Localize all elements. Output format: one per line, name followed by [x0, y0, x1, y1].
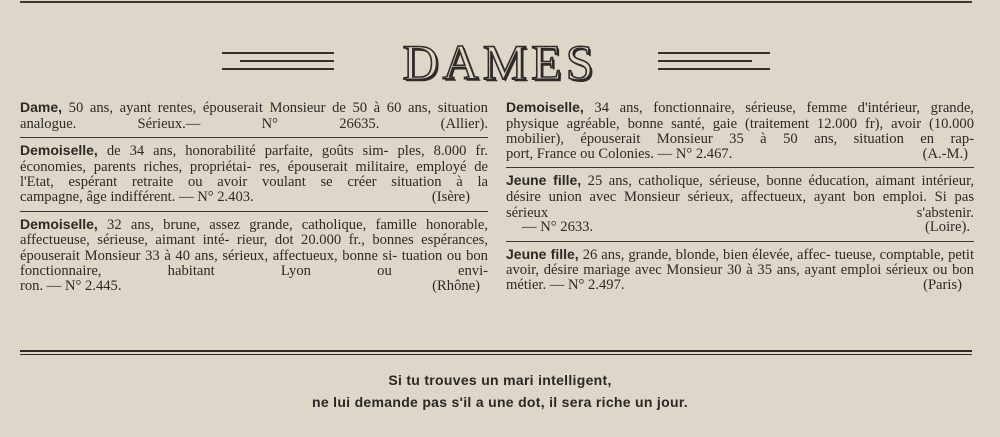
ad-text: affectueux, ayant bon emploi. Si pas sérieux s'abstenir. [506, 188, 974, 221]
ornament-right-line [658, 68, 770, 70]
ad-separator [20, 137, 488, 138]
ad-text: 26 ans, grande, blonde, bien élevée, affec- [582, 246, 831, 263]
ad-text: famille honorable, affectueuse, sérieuse, aimant inté- [20, 216, 488, 249]
ad-heading: Jeune fille, [506, 172, 582, 189]
right-column [506, 98, 974, 299]
ad-text: 32 ans, brune, assez grande, catholique, [107, 216, 367, 233]
ad-reference: métier. — N° 2.497. [506, 276, 625, 293]
ad-text: tueuse, comptable, petit avoir, désire mariage avec [506, 246, 975, 279]
top-rule [20, 1, 972, 3]
ad-reference-line [506, 276, 974, 299]
ad-reference-line [20, 188, 488, 211]
ad-region: (Isère) [431, 188, 470, 205]
ornament-right-line [658, 52, 770, 54]
ad-heading: Jeune fille, [506, 245, 579, 262]
ad-text: Monsieur 30 à 35 ans, ayant emploi sérieux ou bon [666, 262, 974, 279]
ad-text: Monsieur 33 à 40 ans, sérieux, affectueux, bonne si- [84, 247, 398, 264]
ad-text: aimant intérieur, désire union avec Monsieur sérieux, [506, 173, 975, 205]
ad-text: de 34 ans, honorabilité parfaite, goûts sim- [106, 143, 389, 160]
ad-text: tuation ou bon fonctionnaire, habitant Lyon ou envi- [20, 247, 488, 280]
ad-separator [20, 211, 488, 212]
bottom-rule [20, 350, 972, 352]
classified-ad [506, 171, 974, 226]
ad-separator [506, 241, 974, 242]
ad-separator [506, 167, 974, 168]
ad-region: (Paris) [923, 276, 962, 293]
ad-text: 25 ans, catholique, sérieuse, bonne éducation, [587, 173, 869, 190]
ad-reference: port, France ou Colonies. — N° 2.467. [506, 145, 733, 162]
ad-text: res, épouserait militaire, employé de l'Etat, espérant [20, 158, 488, 191]
ad-heading: Demoiselle, [506, 99, 584, 115]
ornament-left-line [240, 60, 334, 62]
ornament-left-line [222, 68, 334, 70]
ad-text: 60 ans, situation analogue. Sérieux.— N° 26635. (Allier). [20, 100, 488, 132]
ad-heading: Dame, [20, 99, 63, 115]
ad-text: 34 ans, fonctionnaire, sérieuse, femme [594, 100, 848, 116]
classified-ad [20, 215, 488, 285]
ornament-left-line [222, 52, 334, 54]
ad-text: rieur, dot 20.000 fr., bonnes espérances, épouserait [20, 232, 489, 264]
ad-text: retraite ou avoir voulant se créer situation à la [131, 174, 488, 191]
ad-region: (Loire). [925, 219, 970, 236]
ad-reference: — N° 2633. [522, 219, 594, 236]
quote-line-2: ne lui demande pas s'il a une dot, il sera riche un jour. [312, 394, 688, 410]
ad-text: épouserait Monsieur 35 à 50 ans, situation en rap- [580, 131, 974, 148]
ad-text: gaie (traitement 12.000 fr), avoir (10.000 mobilier), [506, 115, 975, 148]
ad-text: 50 ans, ayant rentes, épouserait Monsieur de 50 à [68, 100, 381, 116]
ad-heading: Demoiselle, [20, 142, 98, 159]
ad-reference-line [506, 145, 974, 168]
classified-ad [506, 98, 974, 153]
classified-ad [20, 98, 488, 137]
ad-region: (A.-M.) [922, 145, 968, 162]
quote-line-1: Si tu trouves un mari intelligent, [388, 372, 612, 388]
ad-reference-line [506, 218, 974, 241]
ad-text: d'intérieur, grande, physique agréable, bonne santé, [506, 100, 975, 132]
ad-region: (Rhône) [432, 277, 480, 294]
classified-ad [20, 141, 488, 196]
ad-reference: ron. — N° 2.445. [20, 277, 122, 294]
section-title: DAMES [402, 34, 598, 90]
ad-heading: Demoiselle, [20, 215, 98, 232]
ad-reference: campagne, âge indifférent. — N° 2.403. [20, 188, 254, 205]
bottom-rule [20, 354, 972, 355]
ad-reference-line [20, 277, 488, 300]
ad-text: ples, 8.000 fr. économies, parents riches, propriétai- [20, 143, 488, 175]
ornament-right-line [658, 60, 752, 62]
section-header [0, 34, 1000, 90]
left-column [20, 98, 488, 300]
